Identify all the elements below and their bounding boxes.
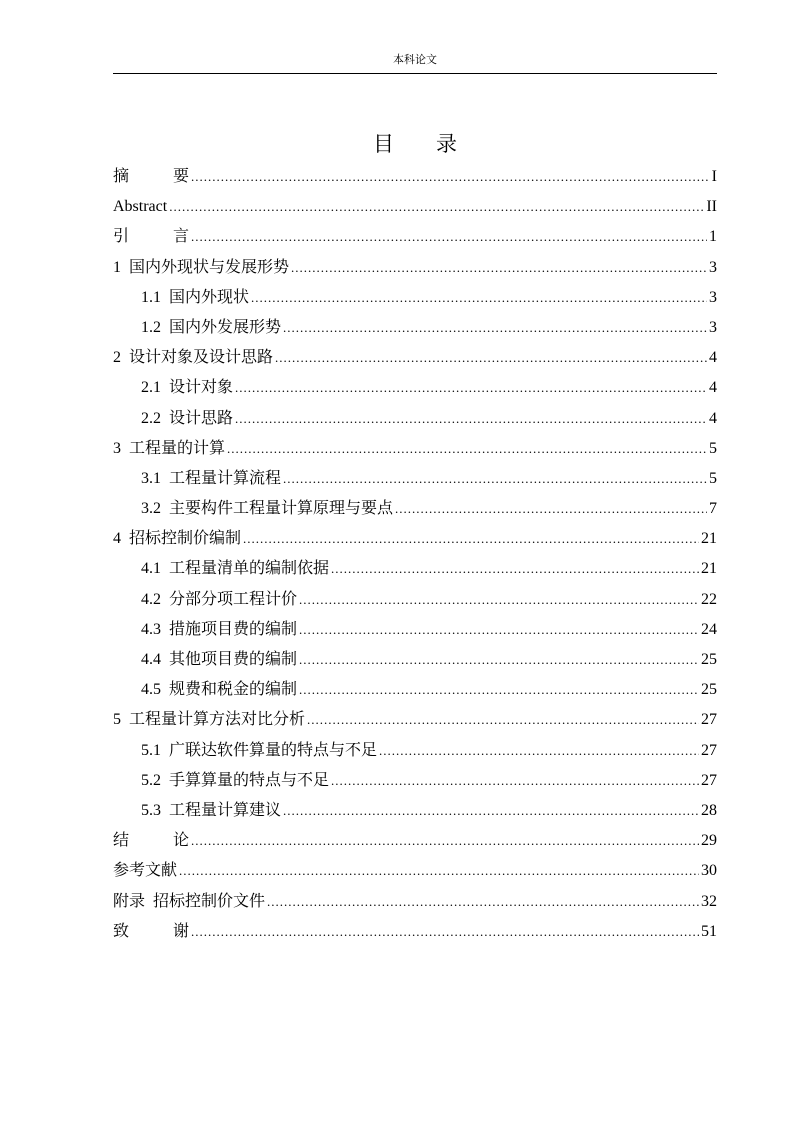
toc-entry-label-char: 结 xyxy=(113,832,130,850)
toc-entry-label xyxy=(113,162,189,192)
toc-entry-label xyxy=(141,615,297,645)
toc-entry-label xyxy=(141,494,393,524)
toc-entry-text: 工程量计算流程 xyxy=(169,469,282,487)
toc-entry-text: 措施项目费的编制 xyxy=(169,620,298,638)
toc-leader-dots xyxy=(243,524,699,554)
toc-page-number: 5 xyxy=(709,469,717,487)
toc-entry-label xyxy=(113,705,305,735)
toc-leader-dots xyxy=(395,494,707,524)
toc-page-number: 27 xyxy=(701,741,717,759)
toc-leader-dots xyxy=(331,766,699,796)
toc-page-number: 28 xyxy=(701,801,717,819)
toc-entry-label-char: 要 xyxy=(172,168,189,185)
toc-entry[interactable] xyxy=(113,766,717,796)
toc-entry[interactable] xyxy=(113,494,717,524)
toc-page-number: 4 xyxy=(709,379,717,397)
toc-entry-text: 设计对象 xyxy=(169,379,234,397)
toc-entry-label xyxy=(113,222,189,252)
toc-entry-number: 5.1 xyxy=(141,741,161,759)
toc-page-number: 27 xyxy=(701,711,717,729)
toc-entry-label xyxy=(113,524,241,554)
toc-page-number: 22 xyxy=(701,590,717,608)
header-rule xyxy=(113,73,717,74)
toc-entry[interactable] xyxy=(113,313,717,343)
toc-entry-text: 工程量的计算 xyxy=(129,439,226,457)
toc-page-number: 27 xyxy=(701,771,717,789)
toc-entry-label xyxy=(141,585,297,615)
toc-leader-dots xyxy=(283,464,707,494)
toc-entry-number: 4 xyxy=(113,530,121,548)
toc-leader-dots xyxy=(191,162,710,192)
toc-entry-label-char: 引 xyxy=(113,228,130,246)
toc-entry-text: 工程量计算建议 xyxy=(169,801,282,819)
toc-entry-number: 3.2 xyxy=(141,500,161,518)
toc-leader-dots xyxy=(267,887,699,917)
toc-leader-dots xyxy=(307,705,699,735)
toc-entry-text: 其他项目费的编制 xyxy=(169,651,298,668)
toc-page-number: 24 xyxy=(701,620,717,638)
toc-entry-label xyxy=(141,373,233,403)
toc-entry-number: 4.4 xyxy=(141,651,161,668)
toc-leader-dots xyxy=(331,554,699,584)
toc-leader-dots xyxy=(379,736,699,766)
toc-entry-number: 3 xyxy=(113,439,121,457)
toc-entry-text: 参考文献 xyxy=(113,862,178,880)
toc-leader-dots xyxy=(299,675,699,705)
toc-entry-label xyxy=(141,554,329,584)
toc-entry-number: 4.1 xyxy=(141,560,161,578)
toc-entry-text: 附录 招标控制价文件 xyxy=(113,892,266,910)
toc-entry-number: 5.2 xyxy=(141,771,161,789)
toc-title-char-1: 目 xyxy=(373,132,394,156)
toc-leader-dots xyxy=(299,645,699,675)
toc-entry[interactable] xyxy=(113,524,717,554)
toc-entry-label xyxy=(141,675,297,705)
toc-entry-text: 设计思路 xyxy=(169,409,234,427)
table-of-contents xyxy=(113,162,717,947)
toc-page-number: 25 xyxy=(701,651,717,668)
toc-entry[interactable] xyxy=(113,917,717,947)
toc-page-number: 32 xyxy=(701,892,717,910)
toc-entry-number: 5 xyxy=(113,711,121,729)
toc-leader-dots xyxy=(283,796,699,826)
toc-leader-dots xyxy=(179,856,699,886)
toc-entry-label xyxy=(113,826,189,856)
toc-page-number: 25 xyxy=(701,681,717,699)
toc-leader-dots xyxy=(191,917,699,947)
toc-entry[interactable] xyxy=(113,675,717,705)
toc-leader-dots xyxy=(299,615,699,645)
toc-entry-label xyxy=(141,464,281,494)
toc-entry-label xyxy=(113,887,265,917)
toc-entry-label-char: 论 xyxy=(172,832,189,850)
toc-entry-number: 5.3 xyxy=(141,801,161,819)
toc-entry-number: 2.1 xyxy=(141,379,161,397)
toc-entry[interactable] xyxy=(113,856,717,886)
toc-entry-number: 4.5 xyxy=(141,681,161,699)
toc-page-number: 4 xyxy=(709,349,717,367)
toc-page-number: I xyxy=(711,168,717,185)
toc-page-number: 3 xyxy=(709,318,717,336)
toc-entry-text: 工程量清单的编制依据 xyxy=(169,560,330,578)
toc-entry-text: 广联达软件算量的特点与不足 xyxy=(169,741,378,759)
toc-entry-text: 分部分项工程计价 xyxy=(169,590,298,608)
toc-entry-label xyxy=(141,645,297,675)
toc-entry-text: 手算算量的特点与不足 xyxy=(169,771,330,789)
running-header: 本科论文 xyxy=(393,54,437,66)
toc-entry-text: 国内外发展形势 xyxy=(169,318,282,336)
toc-leader-dots xyxy=(283,313,707,343)
toc-title-char-2: 录 xyxy=(436,132,457,156)
toc-entry[interactable] xyxy=(113,283,717,313)
toc-page-number: II xyxy=(706,198,717,216)
toc-entry[interactable] xyxy=(113,404,717,434)
toc-entry-number: 2.2 xyxy=(141,409,161,427)
toc-page-number: 29 xyxy=(701,832,717,850)
toc-entry-number: 2 xyxy=(113,349,121,367)
toc-leader-dots xyxy=(227,434,707,464)
toc-page-number: 21 xyxy=(701,530,717,548)
toc-leader-dots xyxy=(235,404,707,434)
toc-entry[interactable] xyxy=(113,887,717,917)
toc-entry-text: 招标控制价编制 xyxy=(129,530,242,548)
toc-page-number: 3 xyxy=(709,258,717,276)
toc-entry[interactable] xyxy=(113,554,717,584)
toc-entry-number: 1.1 xyxy=(141,288,161,306)
toc-page-number: 30 xyxy=(701,862,717,880)
toc-leader-dots xyxy=(251,283,707,313)
toc-entry-label xyxy=(113,434,225,464)
toc-entry-label-char: 致 xyxy=(113,922,130,940)
toc-page-number: 4 xyxy=(709,409,717,427)
toc-leader-dots xyxy=(299,585,699,615)
toc-entry-label-char: 摘 xyxy=(113,168,130,185)
toc-leader-dots xyxy=(191,222,707,252)
toc-entry[interactable] xyxy=(113,162,717,192)
toc-entry[interactable] xyxy=(113,464,717,494)
toc-entry[interactable] xyxy=(113,192,717,222)
toc-entry[interactable] xyxy=(113,705,717,735)
toc-entry-label-char: 言 xyxy=(172,228,189,246)
toc-entry-label-char: 谢 xyxy=(172,922,189,940)
toc-entry-label xyxy=(141,796,281,826)
toc-entry[interactable] xyxy=(113,585,717,615)
toc-entry-label xyxy=(141,736,377,766)
toc-page-number: 5 xyxy=(709,439,717,457)
toc-entry[interactable] xyxy=(113,434,717,464)
toc-entry-number: 1.2 xyxy=(141,318,161,336)
toc-page-number: 1 xyxy=(709,228,717,246)
toc-entry-number: 1 xyxy=(113,258,121,276)
toc-page-number: 7 xyxy=(709,500,717,518)
toc-entry[interactable] xyxy=(113,373,717,403)
toc-entry-text: 工程量计算方法对比分析 xyxy=(129,711,306,729)
toc-leader-dots xyxy=(191,826,699,856)
toc-entry-text: 国内外现状 xyxy=(169,288,250,306)
toc-entry-label xyxy=(141,313,281,343)
toc-page-number: 51 xyxy=(701,922,717,940)
toc-entry-label xyxy=(113,917,189,947)
toc-entry-number: 4.3 xyxy=(141,620,161,638)
toc-entry[interactable] xyxy=(113,796,717,826)
toc-entry-text: Abstract xyxy=(113,198,168,216)
toc-entry-label xyxy=(113,253,289,283)
toc-entry-number: 4.2 xyxy=(141,590,161,608)
toc-leader-dots xyxy=(275,343,707,373)
toc-entry[interactable] xyxy=(113,253,717,283)
toc-entry-text: 设计对象及设计思路 xyxy=(129,349,274,367)
toc-leader-dots xyxy=(235,373,707,403)
toc-title xyxy=(113,130,717,158)
toc-entry-label xyxy=(113,343,273,373)
toc-entry[interactable] xyxy=(113,615,717,645)
toc-entry[interactable] xyxy=(113,736,717,766)
toc-entry-text: 主要构件工程量计算原理与要点 xyxy=(169,500,394,518)
toc-leader-dots xyxy=(169,192,704,222)
toc-entry[interactable] xyxy=(113,645,717,675)
toc-entry-label xyxy=(141,404,233,434)
toc-entry-text: 国内外现状与发展形势 xyxy=(129,258,290,276)
toc-page-number: 3 xyxy=(709,288,717,306)
toc-leader-dots xyxy=(291,253,707,283)
toc-entry-label xyxy=(141,283,249,313)
toc-entry-label xyxy=(113,192,167,222)
toc-entry-number: 3.1 xyxy=(141,469,161,487)
toc-entry[interactable] xyxy=(113,222,717,252)
toc-entry[interactable] xyxy=(113,826,717,856)
toc-entry[interactable] xyxy=(113,343,717,373)
toc-entry-label xyxy=(141,766,329,796)
toc-entry-label xyxy=(113,856,177,886)
toc-entry-text: 规费和税金的编制 xyxy=(169,681,298,699)
toc-page-number: 21 xyxy=(701,560,717,578)
